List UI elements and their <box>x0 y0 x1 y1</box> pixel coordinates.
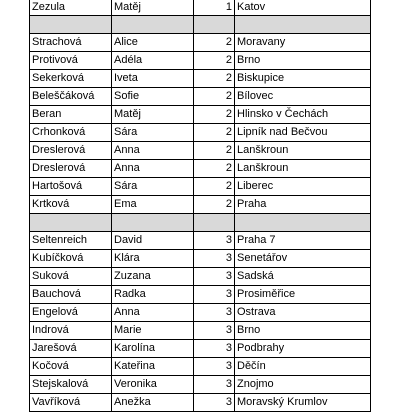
surname-cell: Zezula <box>30 0 112 15</box>
group-cell: 3 <box>194 376 235 393</box>
surname-cell: Seltenreich <box>30 232 112 249</box>
surname-cell: Jarešová <box>30 340 112 357</box>
city-cell: Děčín <box>237 360 266 372</box>
name-cell: Matěj <box>112 0 194 15</box>
city-cell: Lanškroun <box>237 144 289 156</box>
surname-cell: Dreslerová <box>30 160 112 177</box>
city-cell: Podbrahy <box>237 342 285 354</box>
group-cell: 2 <box>194 178 235 195</box>
group-cell: 2 <box>194 106 235 123</box>
city-cell: Lanškroun <box>237 162 289 174</box>
surname-cell: Crhonková <box>30 124 112 141</box>
table-row <box>29 160 371 178</box>
table-row <box>29 88 371 106</box>
city-cell: Moravský Krumlov <box>237 396 328 408</box>
surname-cell: Indrová <box>30 322 112 339</box>
table-row <box>29 268 371 286</box>
group-cell: 3 <box>194 250 235 267</box>
table-row <box>29 142 371 160</box>
group-cell: 1 <box>194 0 235 15</box>
city-cell: Moravany <box>237 36 286 48</box>
table-row <box>29 358 371 376</box>
group-cell: 3 <box>194 304 235 321</box>
table-row <box>29 124 371 142</box>
group-cell: 2 <box>194 196 235 213</box>
name-cell: Klára <box>112 250 194 267</box>
city-cell: Praha <box>237 198 267 210</box>
city-cell: Lipník nad Bečvou <box>237 126 328 138</box>
name-cell: Marie <box>112 322 194 339</box>
group-cell: 2 <box>194 70 235 87</box>
name-cell: Iveta <box>112 70 194 87</box>
name-cell: Ema <box>112 196 194 213</box>
group-cell: 2 <box>194 142 235 159</box>
surname-cell: Krtková <box>30 196 112 213</box>
group-cell: 3 <box>194 286 235 303</box>
surname-cell: Stejskalová <box>30 376 112 393</box>
surname-cell: Strachová <box>30 34 112 51</box>
name-cell: Sára <box>112 178 194 195</box>
separator-row <box>29 16 371 34</box>
surname-cell: Hartošová <box>30 178 112 195</box>
name-cell: Veronika <box>112 376 194 393</box>
name-cell: David <box>112 232 194 249</box>
table-row <box>29 52 371 70</box>
table-row <box>29 340 371 358</box>
city-cell: Brno <box>237 54 261 66</box>
name-cell: Sofie <box>112 88 194 105</box>
participants-table <box>29 0 371 412</box>
surname-cell: Kočová <box>30 358 112 375</box>
table-row <box>29 106 371 124</box>
table-row <box>29 196 371 214</box>
city-cell: Praha 7 <box>237 234 276 246</box>
table-row <box>29 34 371 52</box>
surname-cell: Engelová <box>30 304 112 321</box>
table-row <box>29 394 371 412</box>
city-cell: Sadská <box>237 270 274 282</box>
name-cell: Zuzana <box>112 268 194 285</box>
group-cell: 3 <box>194 268 235 285</box>
surname-cell: Dreslerová <box>30 142 112 159</box>
city-cell: Katov <box>237 1 266 13</box>
group-cell: 2 <box>194 160 235 177</box>
surname-cell: Sekerková <box>30 70 112 87</box>
group-cell: 2 <box>194 34 235 51</box>
group-cell: 2 <box>194 124 235 141</box>
name-cell: Anna <box>112 142 194 159</box>
city-cell: Liberec <box>237 180 274 192</box>
city-cell: Ostrava <box>237 306 276 318</box>
separator-row <box>29 214 371 232</box>
group-cell: 3 <box>194 394 235 411</box>
group-cell: 2 <box>194 52 235 69</box>
table-row <box>29 304 371 322</box>
group-cell: 3 <box>194 340 235 357</box>
table-row <box>29 286 371 304</box>
name-cell: Radka <box>112 286 194 303</box>
city-cell: Senetářov <box>237 252 288 264</box>
city-cell: Biskupice <box>237 72 285 84</box>
surname-cell: Bauchová <box>30 286 112 303</box>
name-cell: Adéla <box>112 52 194 69</box>
surname-cell: Kubíčková <box>30 250 112 267</box>
group-cell: 2 <box>194 88 235 105</box>
name-cell: Karolína <box>112 340 194 357</box>
table-row <box>29 70 371 88</box>
surname-cell: Beleščáková <box>30 88 112 105</box>
surname-cell: Suková <box>30 268 112 285</box>
table-row <box>29 376 371 394</box>
name-cell: Alice <box>112 34 194 51</box>
table-row <box>29 178 371 196</box>
surname-cell: Protivová <box>30 52 112 69</box>
table-row <box>29 0 371 16</box>
group-cell: 3 <box>194 322 235 339</box>
table-row <box>29 232 371 250</box>
group-cell: 3 <box>194 358 235 375</box>
table-row <box>29 322 371 340</box>
city-cell: Hlinsko v Čechách <box>237 108 329 120</box>
city-cell: Brno <box>237 324 261 336</box>
city-cell: Znojmo <box>237 378 274 390</box>
group-cell: 3 <box>194 232 235 249</box>
surname-cell: Beran <box>30 106 112 123</box>
name-cell: Anežka <box>112 394 194 411</box>
city-cell: Bílovec <box>237 90 274 102</box>
name-cell: Kateřina <box>112 358 194 375</box>
name-cell: Anna <box>112 304 194 321</box>
name-cell: Anna <box>112 160 194 177</box>
name-cell: Sára <box>112 124 194 141</box>
name-cell: Matěj <box>112 106 194 123</box>
city-cell: Prosiměřice <box>237 288 296 300</box>
surname-cell: Vavříková <box>30 394 112 411</box>
table-row <box>29 250 371 268</box>
